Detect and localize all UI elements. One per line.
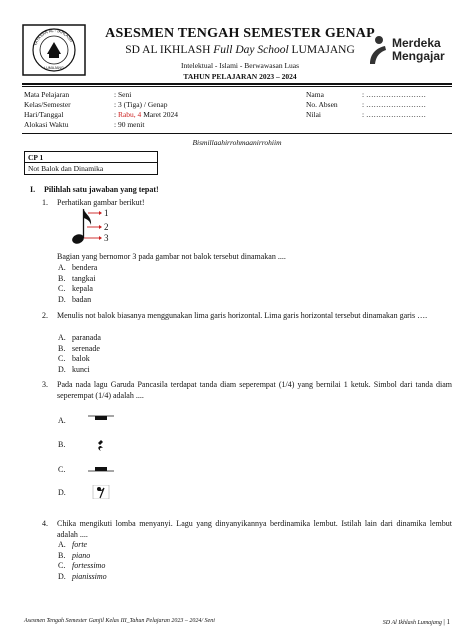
- logo-line-2: Mengajar: [392, 49, 445, 63]
- option-4c[interactable]: C. fortessimo: [58, 561, 106, 570]
- name-label: Nama: [306, 90, 324, 99]
- question-3: 3. Pada nada lagu Garuda Pancasila terdapat tanda diam seperempat (1/4) yang bernilai 1 ketuk. Simbol dari tanda diam seperempat (1/4) adalah ....: [42, 380, 452, 400]
- question-2-options: [58, 333, 101, 375]
- header-divider: [22, 83, 452, 85]
- question-3-text: Pada nada lagu Garuda Pancasila terdapat tanda diam seperempat (1/4) yang bernilai 1 ketuk. Simbol dari tanda diam seperempat (1/4) adalah ....: [57, 380, 452, 400]
- footer-right: SD Al Ikhlash Lumajang | 1: [382, 618, 450, 626]
- score-label: Nilai: [306, 110, 321, 119]
- option-2c[interactable]: C. balok: [58, 354, 90, 363]
- question-4: 4. Chika mengikuti lomba menyanyi. Lagu yang dinyanyikannya berdinamika lembut. Istilah lain dari dinamika lembut adalah ....: [42, 519, 452, 539]
- option-4a[interactable]: A. forte: [58, 540, 88, 549]
- whole-rest-icon: [88, 413, 114, 427]
- name-field[interactable]: : ……………………: [362, 90, 426, 99]
- date-value: : Rabu, 4 Maret 2024: [114, 110, 178, 119]
- logo-line-1: Merdeka: [392, 36, 441, 50]
- subject-label: Mata Pelajaran: [24, 90, 70, 99]
- option-2b[interactable]: B. serenade: [58, 343, 100, 353]
- option-1c[interactable]: C. kepala: [58, 284, 93, 293]
- header-divider-thin: [22, 86, 452, 87]
- figure-label-2: 2: [104, 222, 109, 232]
- question-1: 1. Perhatikan gambar berikut!: [42, 198, 452, 209]
- subject-value: : Seni: [114, 90, 132, 99]
- question-1-text: Perhatikan gambar berikut!: [57, 198, 145, 207]
- merdeka-mengajar-logo: [366, 30, 462, 70]
- duration-value: : 90 menit: [114, 120, 145, 129]
- date-label: Hari/Tanggal: [24, 110, 64, 119]
- option-3a[interactable]: A.: [58, 413, 114, 427]
- absen-label: No. Absen: [306, 100, 338, 109]
- exam-info: [24, 90, 178, 130]
- question-1-options: [58, 263, 97, 305]
- duration-label: Alokasi Waktu: [24, 120, 69, 129]
- student-info: [306, 90, 426, 120]
- question-1-prompt: Bagian yang bernomor 3 pada gambar not balok tersebut dinamakan ....: [57, 252, 286, 261]
- option-2a[interactable]: A. paranada: [58, 333, 101, 342]
- option-1d[interactable]: D. badan: [58, 294, 92, 304]
- option-1a[interactable]: A. bendera: [58, 263, 98, 272]
- question-4-options: [58, 540, 107, 582]
- school-tagline: Intelektual - Islami - Berwawasan Luas: [180, 61, 300, 70]
- question-4-text: Chika mengikuti lomba menyanyi. Lagu yang dinyanyikannya berdinamika lembut. Istilah lain dari dinamika lembut adalah ....: [57, 519, 452, 539]
- question-2-text: Menulis not balok biasanya menggunakan lima garis horizontal. Lima garis horizontal tersebut dinamakan garis ….: [57, 311, 428, 320]
- class-value: : 3 (Tiga) / Genap: [114, 100, 168, 109]
- option-4d[interactable]: D. pianissimo: [58, 571, 107, 581]
- exam-title: ASESMEN TENGAH SEMESTER GENAP: [105, 26, 375, 41]
- page-number: | 1: [443, 618, 450, 626]
- quarter-rest-icon: [88, 437, 114, 451]
- question-2: 2. Menulis not balok biasanya menggunakan lima garis horizontal. Lima garis horizontal tersebut dinamakan garis ….: [42, 311, 452, 322]
- option-2d[interactable]: D. kunci: [58, 364, 90, 374]
- option-3b[interactable]: B.: [58, 437, 114, 451]
- info-divider: [22, 133, 452, 134]
- half-rest-icon: [88, 462, 114, 476]
- cp-description: Not Balok dan Dinamika: [28, 164, 104, 173]
- section-heading: I. Pilihlah satu jawaban yang tepat!: [30, 185, 159, 194]
- option-3d[interactable]: D.: [58, 485, 114, 499]
- option-1b[interactable]: B. tangkai: [58, 273, 96, 283]
- option-4b[interactable]: B. piano: [58, 550, 91, 560]
- academic-year: TAHUN PELAJARAN 2023 – 2024: [183, 72, 297, 81]
- score-field[interactable]: : ……………………: [362, 110, 426, 119]
- figure-label-1: 1: [104, 208, 109, 218]
- cp-heading: CP 1: [25, 152, 157, 163]
- figure-label-3: 3: [104, 233, 109, 243]
- school-name: SD AL IKHLASH Full Day School LUMAJANG: [125, 44, 355, 56]
- eighth-rest-icon: [88, 485, 114, 499]
- footer-left: Asesmen Tengah Semester Ganjil Kelas III_Tahun Pelajaran 2023 – 2024/ Seni: [24, 618, 215, 624]
- basmalah: Bismillaahirrohmaanirrohiim: [192, 138, 282, 147]
- svg-text:YAYASAN AL - IKHLASH: YAYASAN AL - IKHLASH: [32, 27, 74, 47]
- school-logo: [22, 24, 86, 76]
- svg-text:LUMAJANG: LUMAJANG: [44, 66, 64, 70]
- class-label: Kelas/Semester: [24, 100, 71, 109]
- absen-field[interactable]: : ……………………: [362, 100, 426, 109]
- option-3c[interactable]: C.: [58, 462, 114, 476]
- cp-box: [24, 151, 158, 175]
- page-footer: [24, 618, 450, 626]
- eighth-note-figure: [68, 205, 114, 247]
